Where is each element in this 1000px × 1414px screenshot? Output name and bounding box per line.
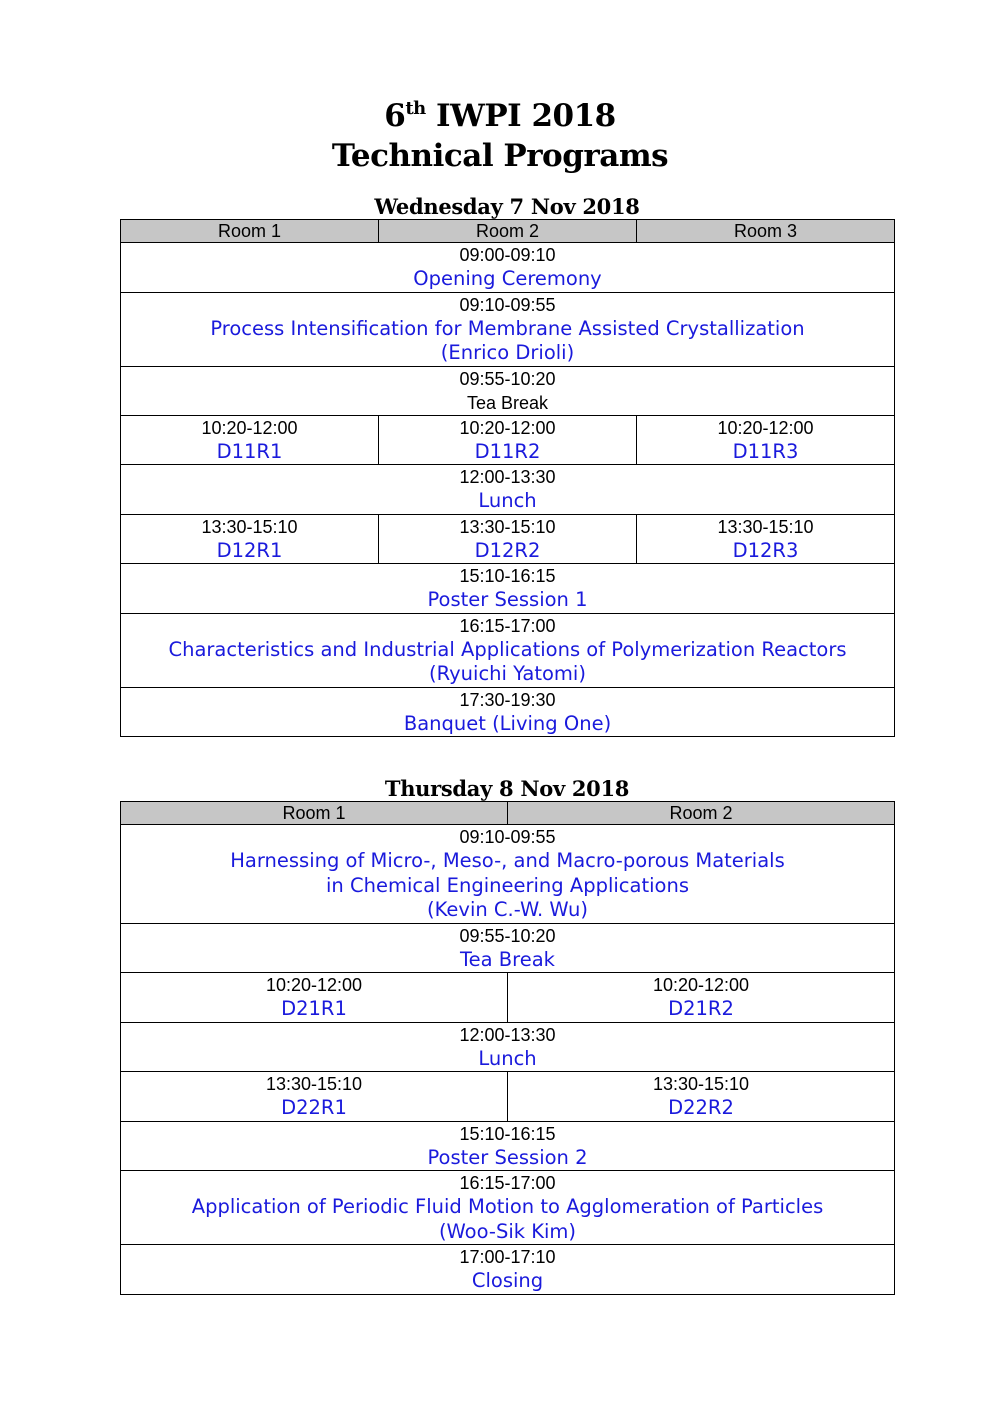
title-number: 6 <box>384 98 406 134</box>
keynote-cell <box>121 292 895 366</box>
time-label: 10:20-12:00 <box>717 417 814 438</box>
title-superscript: th <box>405 98 426 119</box>
time-label: 09:10-09:55 <box>459 294 556 315</box>
event-title: Process Intensification for Membrane Assisted Crystallization <box>210 316 805 340</box>
session-cell <box>508 1072 895 1122</box>
event-title: Opening Ceremony <box>413 267 602 290</box>
event-title-continued: in Chemical Engineering Applications <box>326 873 689 897</box>
title-line-1 <box>0 96 1000 136</box>
document-title <box>0 96 1000 176</box>
session-cell <box>121 514 379 564</box>
session-cell <box>379 514 637 564</box>
header-row <box>121 802 895 825</box>
time-label: 10:20-12:00 <box>265 975 363 995</box>
tea-break-cell <box>121 923 895 973</box>
event-title: Harnessing of Micro-, Meso-, and Macro-porous Materials <box>230 849 785 872</box>
speaker-name: (Kevin C.-W. Wu) <box>427 898 588 921</box>
time-label: 13:30-15:10 <box>459 516 556 537</box>
thursday-heading: Thursday 8 Nov 2018 <box>384 776 630 801</box>
event-title: Application of Periodic Fluid Motion to Agglomeration of Particles <box>191 1195 824 1218</box>
time-label: 10:20-12:00 <box>459 417 556 438</box>
session-code: D11R3 <box>732 439 799 463</box>
table-row <box>121 687 895 737</box>
table-row <box>121 613 895 687</box>
session-code: D11R1 <box>216 439 283 463</box>
time-label: 09:55-10:20 <box>459 368 556 389</box>
room-header: Room 3 <box>637 220 895 243</box>
time-label: 15:10-16:15 <box>459 566 556 586</box>
table-row <box>121 366 895 415</box>
time-label: 16:15-17:00 <box>459 1173 556 1193</box>
session-cell <box>379 415 637 465</box>
table-row <box>121 1022 895 1072</box>
table-row <box>121 973 895 1023</box>
event-title: Poster Session 2 <box>427 1145 588 1169</box>
table-row <box>121 564 895 614</box>
event-title: Poster Session 1 <box>427 588 588 611</box>
time-label: 17:30-19:30 <box>459 689 556 710</box>
time-label: 13:30-15:10 <box>265 1074 363 1094</box>
lunch-cell <box>121 1022 895 1072</box>
speaker-name: (Ryuichi Yatomi) <box>429 662 586 685</box>
speaker-name: (Woo-Sik Kim) <box>438 1219 577 1243</box>
event-title: Banquet (Living One) <box>403 711 612 735</box>
event-title: Closing <box>471 1269 544 1292</box>
time-label: 09:00-09:10 <box>459 245 556 265</box>
speaker-name: (Enrico Drioli) <box>440 341 575 364</box>
table-row <box>121 1072 895 1122</box>
session-code: D22R2 <box>668 1096 734 1119</box>
keynote-cell <box>121 613 895 687</box>
event-title: Tea Break <box>460 947 555 971</box>
session-cell <box>121 415 379 465</box>
session-code: D12R1 <box>216 538 283 562</box>
time-label: 15:10-16:15 <box>459 1123 556 1144</box>
time-label: 13:30-15:10 <box>201 516 298 537</box>
table-row <box>121 1245 895 1295</box>
event-title: Lunch <box>478 1046 537 1070</box>
session-code: D22R1 <box>281 1096 347 1119</box>
table-row <box>121 243 895 293</box>
room-header: Room 2 <box>379 220 637 243</box>
time-label: 16:15-17:00 <box>459 615 556 636</box>
event-title: Lunch <box>478 489 537 512</box>
time-label: 10:20-12:00 <box>652 975 750 995</box>
table-row <box>121 465 895 515</box>
session-cell <box>637 514 895 564</box>
session-code: D21R2 <box>668 997 734 1020</box>
poster-session-cell <box>121 1121 895 1171</box>
session-cell <box>637 415 895 465</box>
keynote-cell <box>121 825 895 924</box>
poster-session-cell <box>121 564 895 614</box>
time-label: 10:20-12:00 <box>201 417 298 438</box>
wednesday-heading: Wednesday 7 Nov 2018 <box>374 194 640 219</box>
table-row <box>121 1121 895 1171</box>
time-label: 13:30-15:10 <box>652 1074 750 1094</box>
title-event-name: IWPI 2018 <box>425 98 616 134</box>
session-code: D12R2 <box>474 538 541 562</box>
header-row <box>121 220 895 243</box>
event-title: Characteristics and Industrial Applications of Polymerization Reactors <box>168 637 847 661</box>
time-label: 09:10-09:55 <box>459 827 556 847</box>
table-row <box>121 923 895 973</box>
table-row <box>121 292 895 366</box>
table-row <box>121 1171 895 1245</box>
room-header: Room 1 <box>121 220 379 243</box>
wednesday-schedule-table <box>120 219 895 737</box>
title-line-2: Technical Programs <box>331 138 669 174</box>
closing-cell <box>121 1245 895 1295</box>
session-cell <box>121 1072 508 1122</box>
thursday-schedule-table <box>120 801 895 1295</box>
room-header: Room 1 <box>121 802 508 825</box>
session-cell <box>121 973 508 1023</box>
lunch-cell <box>121 465 895 515</box>
time-label: 12:00-13:30 <box>459 1024 556 1045</box>
session-code: D21R1 <box>281 997 347 1020</box>
time-label: 13:30-15:10 <box>717 516 814 537</box>
session-code: D11R2 <box>474 439 541 463</box>
tea-break-cell <box>121 366 895 415</box>
keynote-cell <box>121 1171 895 1245</box>
room-header: Room 2 <box>508 802 895 825</box>
table-row <box>121 415 895 465</box>
event-title: Tea Break <box>466 392 549 413</box>
time-label: 09:55-10:20 <box>459 925 556 946</box>
table-row <box>121 825 895 924</box>
time-label: 17:00-17:10 <box>459 1247 556 1267</box>
opening-ceremony-cell <box>121 243 895 293</box>
time-label: 12:00-13:30 <box>459 467 556 487</box>
banquet-cell <box>121 687 895 737</box>
table-row <box>121 514 895 564</box>
session-cell <box>508 973 895 1023</box>
session-code: D12R3 <box>732 538 799 562</box>
